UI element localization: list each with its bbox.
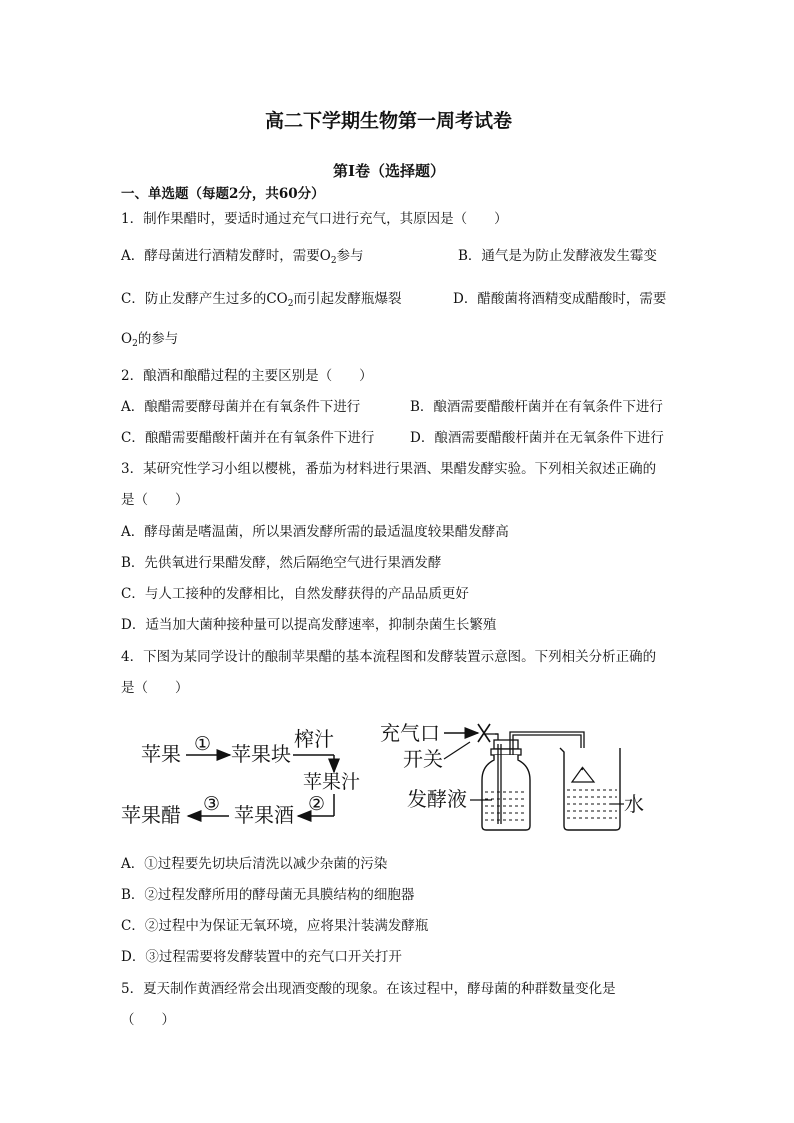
- flow-apple-juice-label: 苹果汁: [303, 771, 361, 793]
- flow-juicing-label: 榨汁: [294, 727, 334, 751]
- question-4-option-b: B．②过程发酵所用的酵母菌无具膜结构的细胞器: [121, 887, 415, 903]
- flow-chart: [121, 727, 360, 827]
- water-beaker: [560, 748, 620, 830]
- question-3-stem-continued: 是（ ）: [121, 492, 189, 508]
- question-2-option-b: B．酿酒需要醋酸杆菌并在有氧条件下进行: [410, 399, 663, 415]
- apparatus-switch-label: 开关: [403, 747, 443, 771]
- question-3-option-d: D．适当加大菌种接种量可以提高发酵速率，抑制杂菌生长繁殖: [121, 617, 497, 633]
- question-1-option-c: C．防止发酵产生过多的$CO_2$而引起发酵瓶爆裂: [121, 291, 402, 309]
- valve-icon: [478, 724, 490, 742]
- question-3-option-a: A．酵母菌是嗜温菌，所以果酒发酵所需的最适温度较果醋发酵高: [121, 524, 509, 540]
- question-4-stem: 4．下图为某同学设计的酿制苹果醋的基本流程图和发酵装置示意图。下列相关分析正确的: [121, 649, 657, 665]
- question-3-option-c: C．与人工接种的发酵相比，自然发酵获得的产品品质更好: [121, 586, 469, 602]
- question-4-option-a: A．①过程要先切块后清洗以减少杂菌的污染: [121, 856, 388, 872]
- question-2-option-a: A．酿醋需要酵母菌并在有氧条件下进行: [121, 399, 361, 415]
- question-5-answer-blank: （ ）: [121, 1012, 175, 1028]
- apparatus-ferment-liquid-label: 发酵液: [407, 787, 467, 811]
- volume-heading: 第Ⅰ卷（选择题）: [333, 162, 446, 180]
- question-5-stem: 5．夏天制作黄酒经常会出现酒变酸的现象。在该过程中，酵母菌的种群数量变化是: [121, 981, 616, 997]
- question-2-option-d: D．酿酒需要醋酸杆菌并在无氧条件下进行: [410, 430, 664, 446]
- question-1-option-d-continued: $O_2$的参与: [121, 331, 179, 349]
- question-1-option-a: A．酵母菌进行酒精发酵时，需要$O_2$参与: [121, 248, 364, 266]
- question-3-option-b: B．先供氧进行果醋发酵，然后隔绝空气进行果酒发酵: [121, 555, 442, 571]
- question-2-option-c: C．酿醋需要醋酸杆菌并在有氧条件下进行: [121, 430, 375, 446]
- flow-apple-vinegar-label: 苹果醋: [121, 803, 181, 827]
- question-4-stem-continued: 是（ ）: [121, 680, 189, 696]
- flow-step-1-label: ①: [194, 733, 212, 755]
- question-4-figure: [0, 710, 794, 840]
- flow-apple-pieces-label: 苹果块: [231, 742, 291, 766]
- flow-step-2-label: ②: [308, 793, 326, 815]
- question-4-option-d: D．③过程需要将发酵装置中的充气口开关打开: [121, 949, 402, 965]
- question-1-option-d: D．醋酸菌将酒精变成醋酸时，需要: [453, 291, 667, 307]
- page-title: 高二下学期生物第一周考试卷: [265, 110, 513, 132]
- flow-apple-label: 苹果: [141, 742, 181, 766]
- section-heading: 一、单选题（每题2分，共60分）: [121, 186, 325, 202]
- fermentation-apparatus: [380, 721, 644, 830]
- flow-apple-wine-label: 苹果酒: [234, 803, 294, 827]
- question-2-stem: 2．酿酒和酿醋过程的主要区别是（ ）: [121, 368, 373, 384]
- apparatus-water-label: 水: [624, 792, 644, 816]
- question-4-option-c: C．②过程中为保证无氧环境，应将果汁装满发酵瓶: [121, 918, 429, 934]
- flow-step-3-label: ③: [203, 793, 221, 815]
- question-1-stem: 1．制作果醋时，要适时通过充气口进行充气，其原因是（ ）: [121, 211, 508, 227]
- apparatus-inlet-label: 充气口: [380, 721, 440, 745]
- pointer-switch: [444, 742, 470, 759]
- question-3-stem: 3．某研究性学习小组以樱桃，番茄为材料进行果酒、果醋发酵实验。下列相关叙述正确的: [121, 461, 657, 477]
- question-1-option-b: B．通气是为防止发酵液发生霉变: [458, 248, 657, 264]
